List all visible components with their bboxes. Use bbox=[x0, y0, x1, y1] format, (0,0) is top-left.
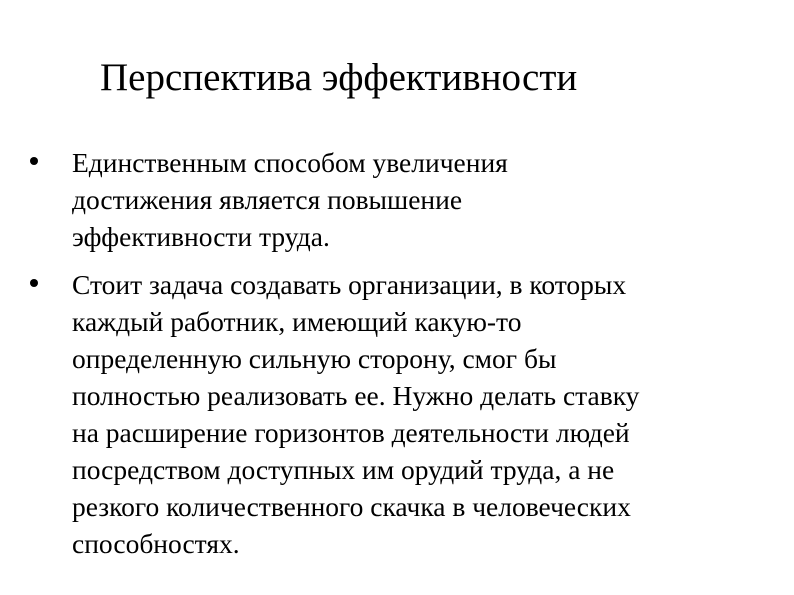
bullet-line: достижения является повышение bbox=[72, 184, 463, 215]
bullet-dot-icon bbox=[30, 279, 38, 287]
bullet-line: резкого количественного скачка в человеческих bbox=[72, 491, 631, 522]
bullet-item bbox=[72, 144, 752, 255]
bullet-line: Единственным способом увеличения bbox=[72, 147, 508, 178]
bullet-line: каждый работник, имеющий какую-то bbox=[72, 306, 522, 337]
bullet-line: способностях. bbox=[72, 528, 240, 559]
bullet-line: эффективности труда. bbox=[72, 221, 330, 252]
bullet-line: определенную сильную сторону, смог бы bbox=[72, 343, 557, 374]
bullet-line: полностью реализовать ее. Нужно делать ставку bbox=[72, 380, 640, 411]
bullet-item bbox=[72, 266, 752, 562]
bullet-line: Стоит задача создавать организации, в которых bbox=[72, 269, 627, 300]
bullet-line: на расширение горизонтов деятельности людей bbox=[72, 417, 630, 448]
bullet-dot-icon bbox=[30, 157, 38, 165]
bullet-line: посредством доступных им орудий труда, а не bbox=[72, 454, 615, 485]
slide-title: Перспектива эффективности bbox=[100, 56, 578, 99]
